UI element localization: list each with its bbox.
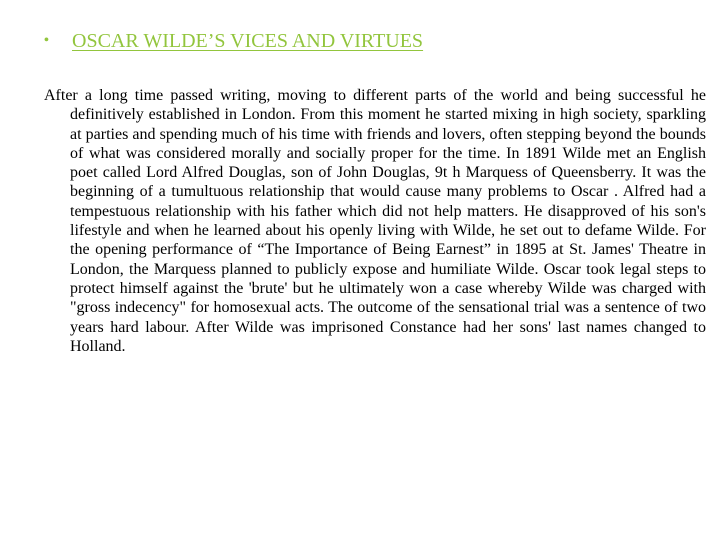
body-paragraph: After a long time passed writing, moving to different parts of the world and being successful he definitively established in London. From this moment he started mixing in high society, sparkling at parties and spending much of his time with friends and lovers, often stepping beyond the bounds of what was considered morally and socially proper for the time. In 1891 Wilde met an English poet called Lord Alfred Douglas, son of John Douglas, 9t h Marquess of Queensberry. It was the beginning of a tumultuous relationship that would cause many problems to Oscar . Alfred had a tempestuous relationship with his father which did not help matters. He disapproved of his son's lifestyle and when he learned about his openly living with Wilde, he set out to defame Wilde. For the opening performance of “The Importance of Being Earnest” in 1895 at St. James' Theatre in London, the Marquess planned to publicly expose and humiliate Wilde. Oscar took legal steps to protect himself against the 'brute' but he ultimately won a case whereby Wilde was charged with "gross indecency" for homosexual acts. The outcome of the sensational trial was a sentence of two years hard labour. After Wilde was imprisoned Constance had her sons' last names changed to Holland. bbox=[44, 87, 706, 355]
heading-title: OSCAR WILDE’S VICES AND VIRTUES bbox=[72, 30, 424, 52]
slide-heading bbox=[44, 27, 423, 55]
bullet-icon: • bbox=[44, 33, 49, 48]
